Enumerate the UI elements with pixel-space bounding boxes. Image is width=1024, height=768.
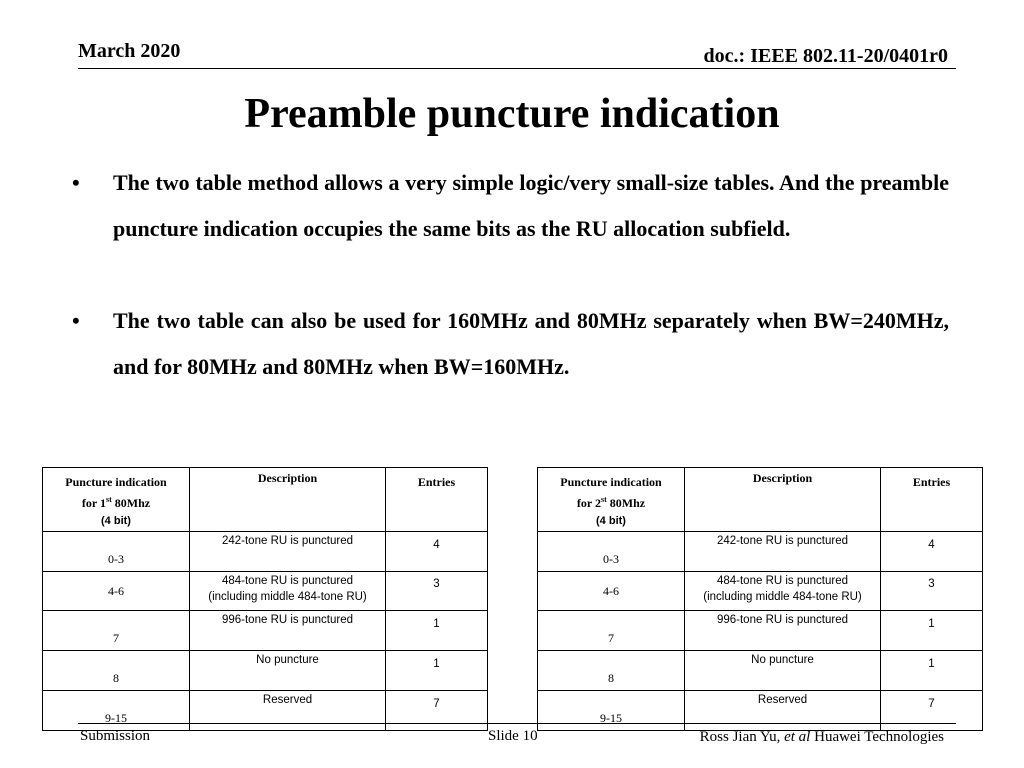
table-row xyxy=(43,532,488,572)
header-entries: Entries xyxy=(881,468,983,532)
cell-entries: 7 xyxy=(881,691,983,731)
cell-index: 4-6 xyxy=(538,572,685,611)
table-row xyxy=(538,691,983,731)
header-description: Description xyxy=(685,468,881,532)
footer-submission: Submission xyxy=(80,728,151,744)
cell-entries: 3 xyxy=(386,572,488,611)
header-label: for 1 xyxy=(81,496,106,510)
header-puncture-indication xyxy=(538,468,685,532)
table-row xyxy=(43,691,488,731)
description-line: 484-tone RU is punctured xyxy=(221,575,354,587)
header-label: Puncture indication xyxy=(560,475,662,489)
table-header-row xyxy=(538,468,983,532)
cell-description: Reserved xyxy=(190,691,386,731)
header-label: for 2 xyxy=(576,496,601,510)
author-etal: et al xyxy=(784,729,811,745)
header-bit-count: (4 bit) xyxy=(101,515,131,527)
cell-index: 4-6 xyxy=(43,572,190,611)
bullet-marker: • xyxy=(72,308,80,333)
cell-entries: 1 xyxy=(881,611,983,651)
cell-index: 9-15 xyxy=(538,691,685,731)
cell-index: 7 xyxy=(538,611,685,651)
bullet-item xyxy=(72,298,949,390)
header-superscript: st xyxy=(106,495,112,504)
cell-entries: 4 xyxy=(881,532,983,572)
cell-index: 8 xyxy=(538,651,685,691)
header-divider xyxy=(78,68,956,69)
cell-index: 8 xyxy=(43,651,190,691)
description-line: (including middle 484-tone RU) xyxy=(703,591,862,603)
puncture-table-1 xyxy=(42,467,488,731)
cell-entries: 7 xyxy=(386,691,488,731)
bullet-text: The two table method allows a very simple logic/very small-size tables. And the preamble puncture indication occupies the same bits as the RU allocation subfield. xyxy=(113,170,949,241)
header-label: 80Mhz xyxy=(111,496,151,510)
cell-entries: 1 xyxy=(386,611,488,651)
header-label: Puncture indication xyxy=(65,475,167,489)
cell-description: No puncture xyxy=(685,651,881,691)
slide-title: Preamble puncture indication xyxy=(244,91,780,137)
cell-description: 996-tone RU is punctured xyxy=(190,611,386,651)
cell-description xyxy=(190,572,386,611)
cell-entries: 3 xyxy=(881,572,983,611)
table-row xyxy=(538,651,983,691)
cell-index: 9-15 xyxy=(43,691,190,731)
footer-slide-number: Slide 10 xyxy=(488,728,538,744)
bullet-marker: • xyxy=(72,170,80,195)
cell-entries: 1 xyxy=(881,651,983,691)
table-row xyxy=(538,532,983,572)
description-line: 484-tone RU is punctured xyxy=(716,575,849,587)
cell-description: Reserved xyxy=(685,691,881,731)
header-label: 80Mhz xyxy=(606,496,646,510)
bullet-text: The two table can also be used for 160MHz and 80MHz separately when BW=240MHz, and for 80MHz and 80MHz when BW=160MHz. xyxy=(113,308,949,379)
bullet-item xyxy=(72,160,949,252)
header-date: March 2020 xyxy=(78,40,181,62)
author-org: Huawei Technologies xyxy=(810,729,944,745)
cell-description xyxy=(685,572,881,611)
table-row xyxy=(43,611,488,651)
cell-description: 242-tone RU is punctured xyxy=(685,532,881,572)
table-header-row xyxy=(43,468,488,532)
puncture-table-2 xyxy=(537,467,983,731)
cell-index: 7 xyxy=(43,611,190,651)
table-row xyxy=(538,611,983,651)
footer-author xyxy=(700,729,944,746)
table-row xyxy=(43,651,488,691)
header-entries: Entries xyxy=(386,468,488,532)
table-row xyxy=(538,572,983,611)
header-puncture-indication xyxy=(43,468,190,532)
cell-entries: 4 xyxy=(386,532,488,572)
cell-description: No puncture xyxy=(190,651,386,691)
description-line: (including middle 484-tone RU) xyxy=(208,591,367,603)
header-superscript: st xyxy=(601,495,607,504)
cell-description: 242-tone RU is punctured xyxy=(190,532,386,572)
table-row xyxy=(43,572,488,611)
author-name: Ross Jian Yu, xyxy=(699,729,785,745)
footer-divider xyxy=(78,723,956,724)
cell-description: 996-tone RU is punctured xyxy=(685,611,881,651)
cell-index: 0-3 xyxy=(43,532,190,572)
bullet-list xyxy=(72,160,949,390)
header-doc-id: doc.: IEEE 802.11-20/0401r0 xyxy=(703,45,948,67)
cell-entries: 1 xyxy=(386,651,488,691)
header-description: Description xyxy=(190,468,386,532)
cell-index: 0-3 xyxy=(538,532,685,572)
header-bit-count: (4 bit) xyxy=(596,515,626,527)
